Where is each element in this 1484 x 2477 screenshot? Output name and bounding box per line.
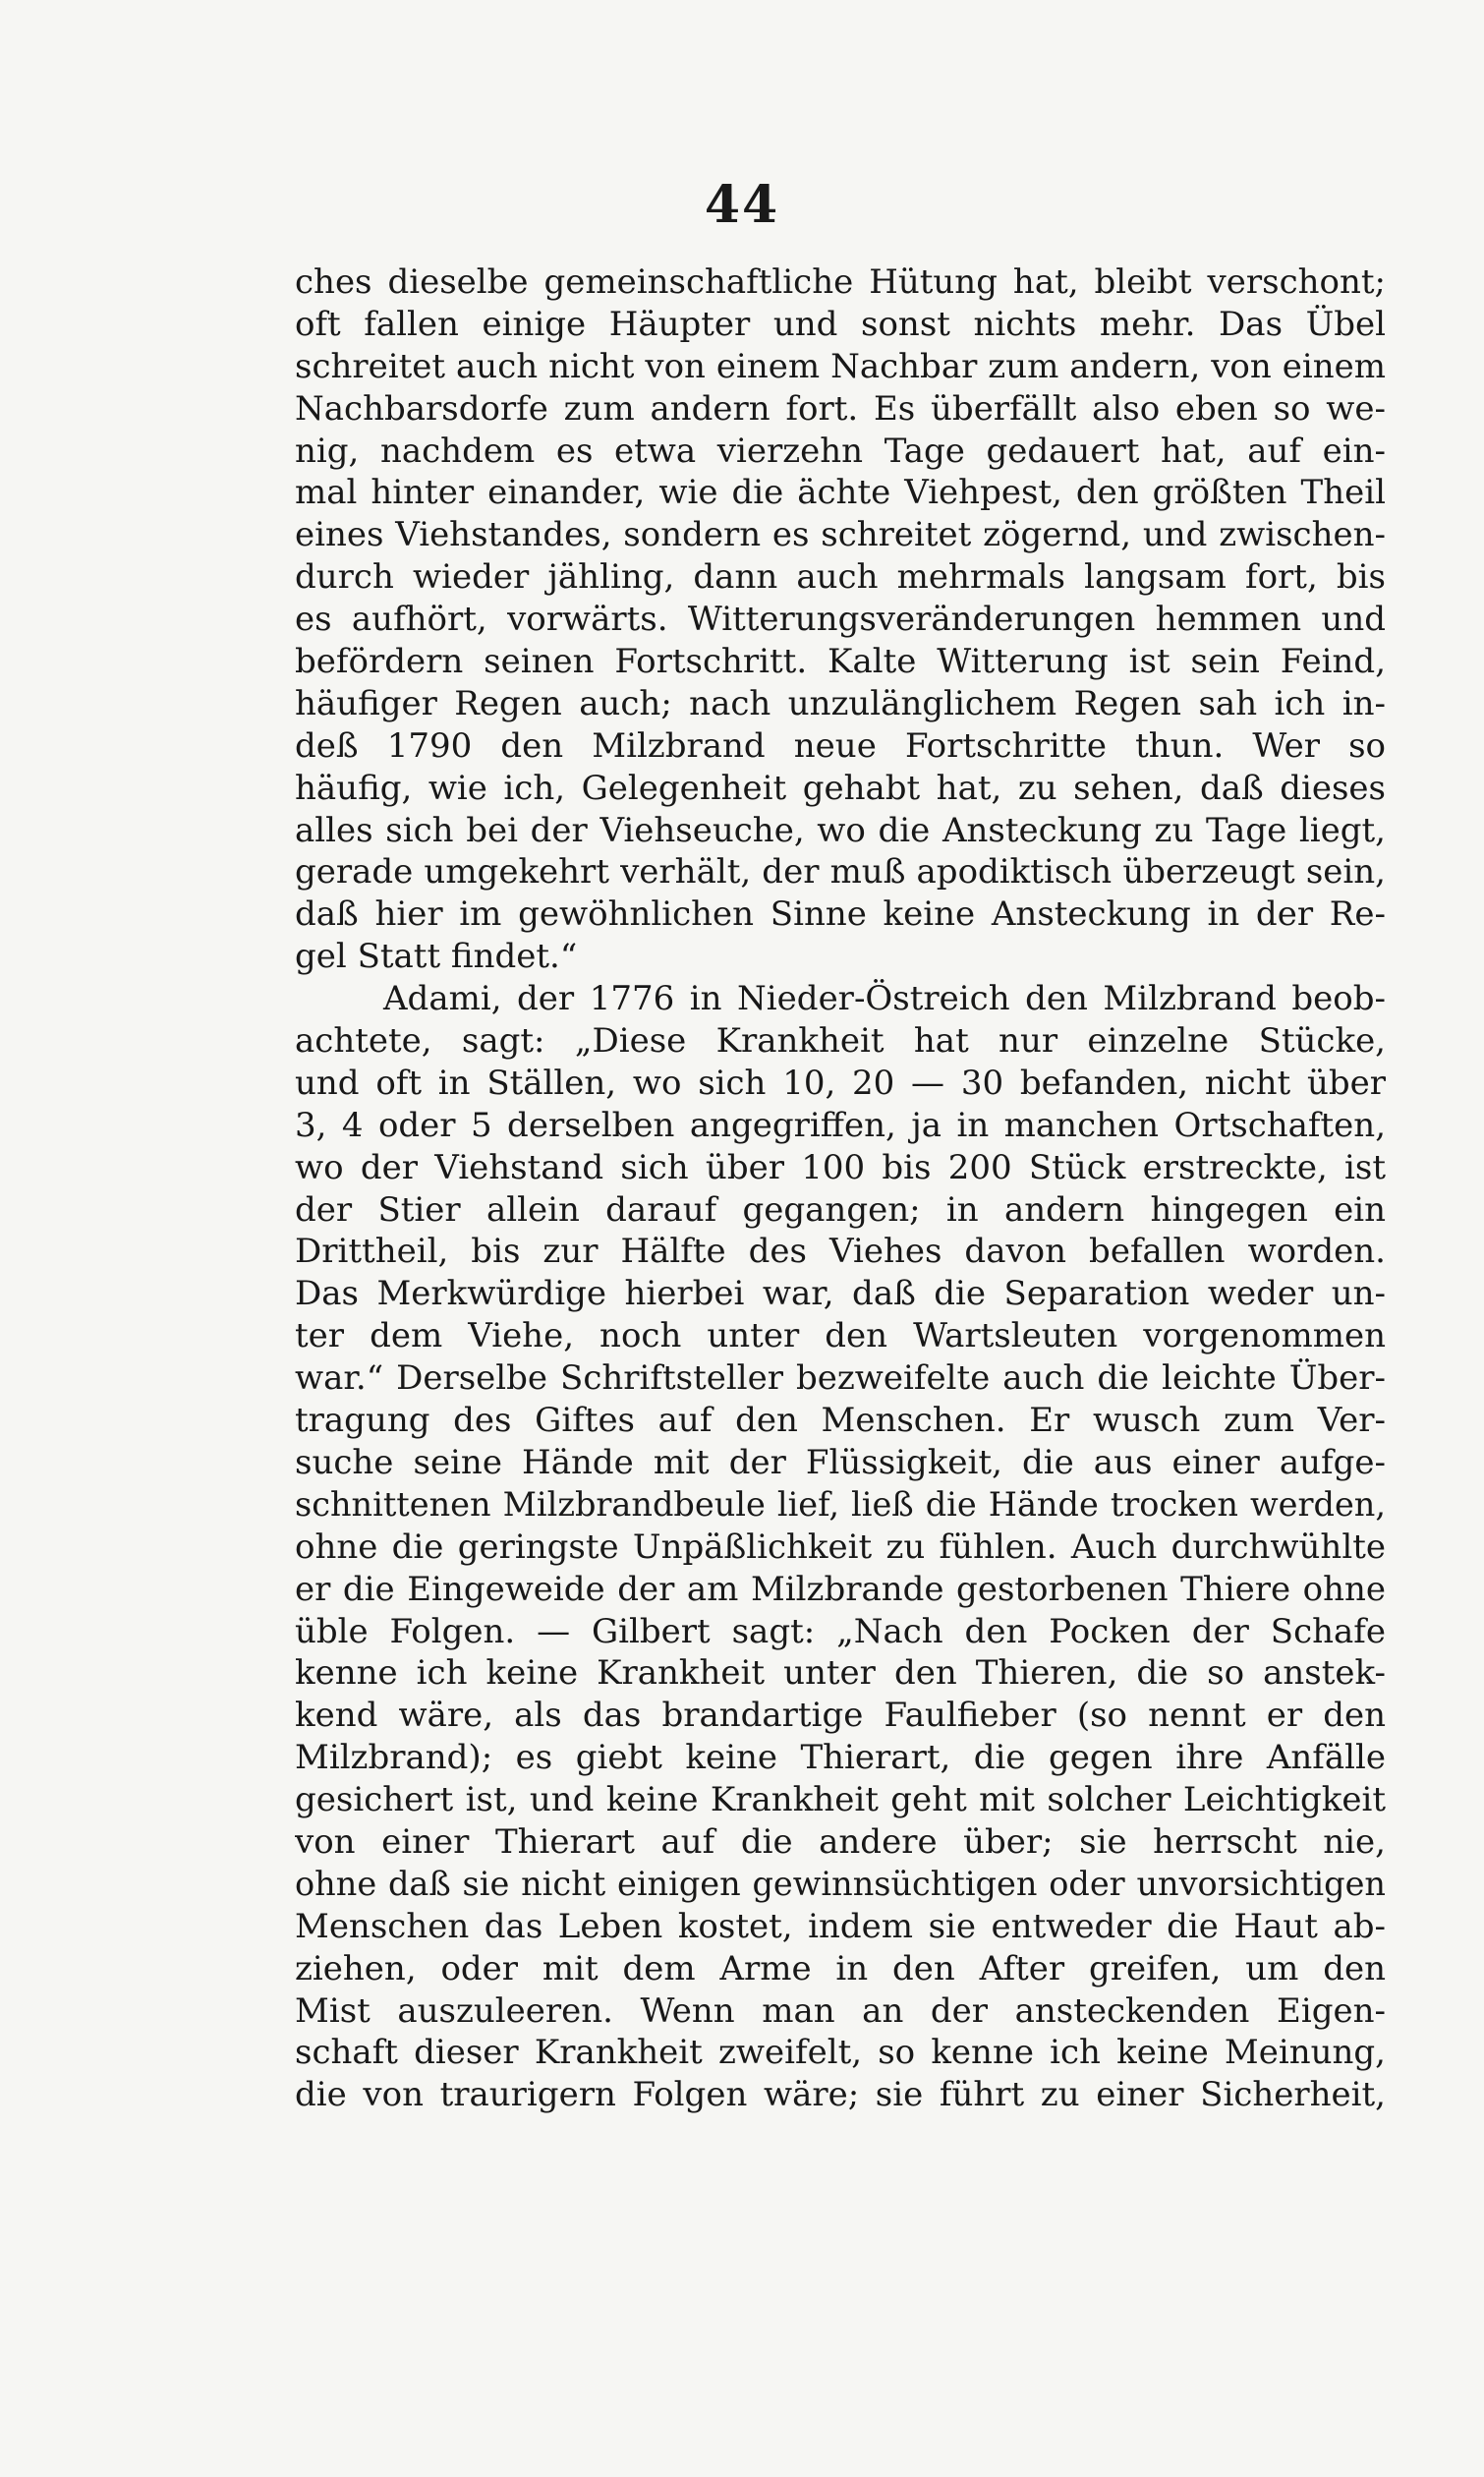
text-line: Das Merkwürdige hierbei war, daß die Separation weder un- bbox=[295, 1274, 1386, 1314]
text-line: daß hier im gewöhnlichen Sinne keine Ansteckung in der Re- bbox=[295, 894, 1386, 935]
text-line: eines Viehstandes, sondern es schreitet zögernd, und zwischen- bbox=[295, 515, 1386, 555]
text-line: Adami, der 1776 in Nieder-Östreich den Milzbrand beob- bbox=[383, 979, 1386, 1019]
text-line: kenne ich keine Krankheit unter den Thieren, die so anstek- bbox=[295, 1653, 1386, 1694]
text-line: schaft dieser Krankheit zweifelt, so kenne ich keine Meinung, bbox=[295, 2033, 1386, 2073]
text-line: suche seine Hände mit der Flüssigkeit, die aus einer aufge- bbox=[295, 1442, 1386, 1482]
text-line: Drittheil, bis zur Hälfte des Viehes davon befallen worden. bbox=[295, 1232, 1386, 1272]
text-line: befördern seinen Fortschritt. Kalte Witterung ist sein Feind, bbox=[295, 642, 1386, 682]
text-line: ziehen, oder mit dem Arme in den After greifen, um den bbox=[295, 1948, 1386, 1988]
text-line: schreitet auch nicht von einem Nachbar zum andern, von einem bbox=[295, 346, 1386, 386]
text-line: mal hinter einander, wie die ächte Viehpest, den größten Theil bbox=[295, 473, 1386, 513]
page-number: 44 bbox=[704, 175, 780, 235]
text-line: und oft in Ställen, wo sich 10, 20 — 30 befanden, nicht über bbox=[295, 1063, 1386, 1103]
text-line: gerade umgekehrt verhält, der muß apodiktisch überzeugt sein, bbox=[295, 852, 1386, 893]
text-line: gesichert ist, und keine Krankheit geht mit solcher Leichtigkeit bbox=[295, 1780, 1386, 1820]
text-line: er die Eingeweide der am Milzbrande gestorbenen Thiere ohne bbox=[295, 1569, 1386, 1609]
text-line: häufiger Regen auch; nach unzulänglichem Regen sah ich in- bbox=[295, 683, 1386, 723]
text-line: ter dem Viehe, noch unter den Wartsleuten vorgenommen bbox=[295, 1316, 1386, 1356]
text-line: nig, nachdem es etwa vierzehn Tage gedauert hat, auf ein- bbox=[295, 431, 1386, 471]
text-line: ches dieselbe gemeinschaftliche Hütung hat, bleibt verschont; bbox=[295, 262, 1386, 302]
text-line: Nachbarsdorfe zum andern fort. Es überfällt also eben so we- bbox=[295, 388, 1386, 429]
text-line: ohne die geringste Unpäßlichkeit zu fühlen. Auch durchwühlte bbox=[295, 1527, 1386, 1567]
text-line: von einer Thierart auf die andere über; sie herrscht nie, bbox=[295, 1821, 1386, 1862]
text-line: Mist auszuleeren. Wenn man an der ansteckenden Eigen- bbox=[295, 1990, 1386, 2031]
text-line: Milzbrand); es giebt keine Thierart, die gegen ihre Anfälle bbox=[295, 1738, 1386, 1778]
text-line: war.“ Derselbe Schriftsteller bezweifelte auch die leichte Über- bbox=[295, 1358, 1386, 1399]
text-line: häufig, wie ich, Gelegenheit gehabt hat, zu sehen, daß dieses bbox=[295, 768, 1386, 808]
text-line: alles sich bei der Viehseuche, wo die Ansteckung zu Tage liegt, bbox=[295, 810, 1386, 850]
text-line: wo der Viehstand sich über 100 bis 200 Stück erstreckte, ist bbox=[295, 1147, 1386, 1187]
text-line: kend wäre, als das brandartige Faulfieber (so nennt er den bbox=[295, 1696, 1386, 1736]
text-line: es aufhört, vorwärts. Witterungsveränderungen hemmen und bbox=[295, 600, 1386, 640]
text-line: ohne daß sie nicht einigen gewinnsüchtigen oder unvorsichtigen bbox=[295, 1864, 1386, 1903]
text-line: durch wieder jähling, dann auch mehrmals langsam fort, bis bbox=[295, 557, 1386, 598]
text-line: deß 1790 den Milzbrand neue Fortschritte thun. Wer so bbox=[295, 725, 1386, 766]
text-line: achtete, sagt: „Diese Krankheit hat nur einzelne Stücke, bbox=[295, 1021, 1386, 1062]
text-line: üble Folgen. — Gilbert sagt: „Nach den Pocken der Schafe bbox=[295, 1611, 1386, 1651]
text-line: gel Statt findet.“ bbox=[295, 937, 578, 977]
text-line: der Stier allein darauf gegangen; in andern hingegen ein bbox=[295, 1189, 1386, 1230]
text-line: tragung des Giftes auf den Menschen. Er wusch zum Ver- bbox=[295, 1401, 1386, 1441]
body-text bbox=[295, 261, 1386, 2116]
text-line: oft fallen einige Häupter und sonst nichts mehr. Das Übel bbox=[295, 304, 1386, 344]
text-line: die von traurigern Folgen wäre; sie führt zu einer Sicherheit, bbox=[295, 2075, 1386, 2115]
text-line: 3, 4 oder 5 derselben angegriffen, ja in manchen Ortschaften, bbox=[295, 1105, 1386, 1145]
text-line: Menschen das Leben kostet, indem sie entweder die Haut ab- bbox=[295, 1906, 1386, 1946]
text-line: schnittenen Milzbrandbeule lief, ließ die Hände trocken werden, bbox=[295, 1484, 1386, 1524]
